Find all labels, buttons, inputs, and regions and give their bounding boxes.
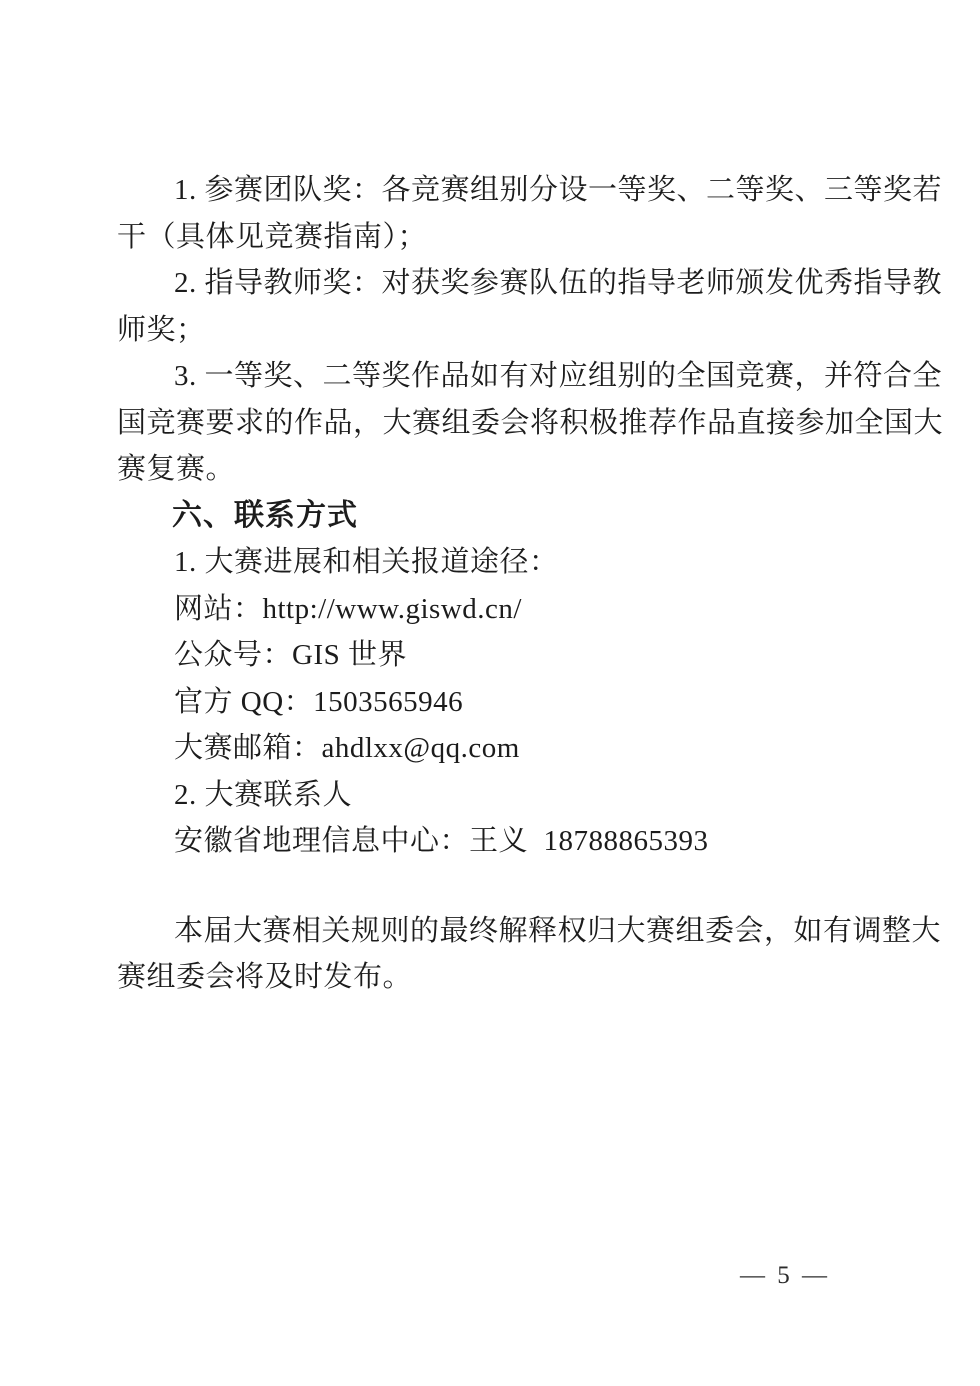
award-teacher-line-1: 2. 指导教师奖：对获奖参赛队伍的指导老师颁发优秀指导教	[174, 267, 943, 299]
award-team-line-2: 干（具体见竞赛指南）；	[117, 220, 428, 253]
closing-note-line-1: 本届大赛相关规则的最终解释权归大赛组委会，如有调整大	[174, 914, 942, 947]
contact-channels-intro: 1. 大赛进展和相关报道途径：	[174, 546, 559, 578]
award-national-line-1: 3. 一等奖、二等奖作品如有对应组别的全国竞赛，并符合全	[174, 360, 943, 392]
contact-person-intro: 2. 大赛联系人	[174, 778, 353, 811]
award-team-line-1: 1. 参赛团队奖：各竞赛组别分设一等奖、二等奖、三等奖若	[174, 174, 943, 206]
award-teacher-line-2: 师奖；	[117, 313, 206, 346]
section-heading-contact: 六、联系方式	[172, 498, 358, 532]
contact-website: 网站：http://www.giswd.cn/	[174, 592, 522, 625]
page-number: — 5 —	[740, 1262, 830, 1289]
award-national-line-2: 国竞赛要求的作品，大赛组委会将积极推荐作品直接参加全国大	[117, 406, 944, 439]
contact-email: 大赛邮箱：ahdlxx@qq.com	[174, 732, 520, 764]
contact-wechat-account: 公众号：GIS 世界	[174, 639, 407, 671]
award-national-line-3: 赛复赛。	[117, 453, 236, 485]
contact-person: 安徽省地理信息中心：王义 18788865393	[174, 825, 709, 857]
contact-official-qq: 官方 QQ：1503565946	[174, 685, 464, 718]
paragraph-gap	[117, 865, 869, 908]
document-body	[117, 167, 944, 1001]
closing-note-line-2: 赛组委会将及时发布。	[117, 961, 413, 993]
